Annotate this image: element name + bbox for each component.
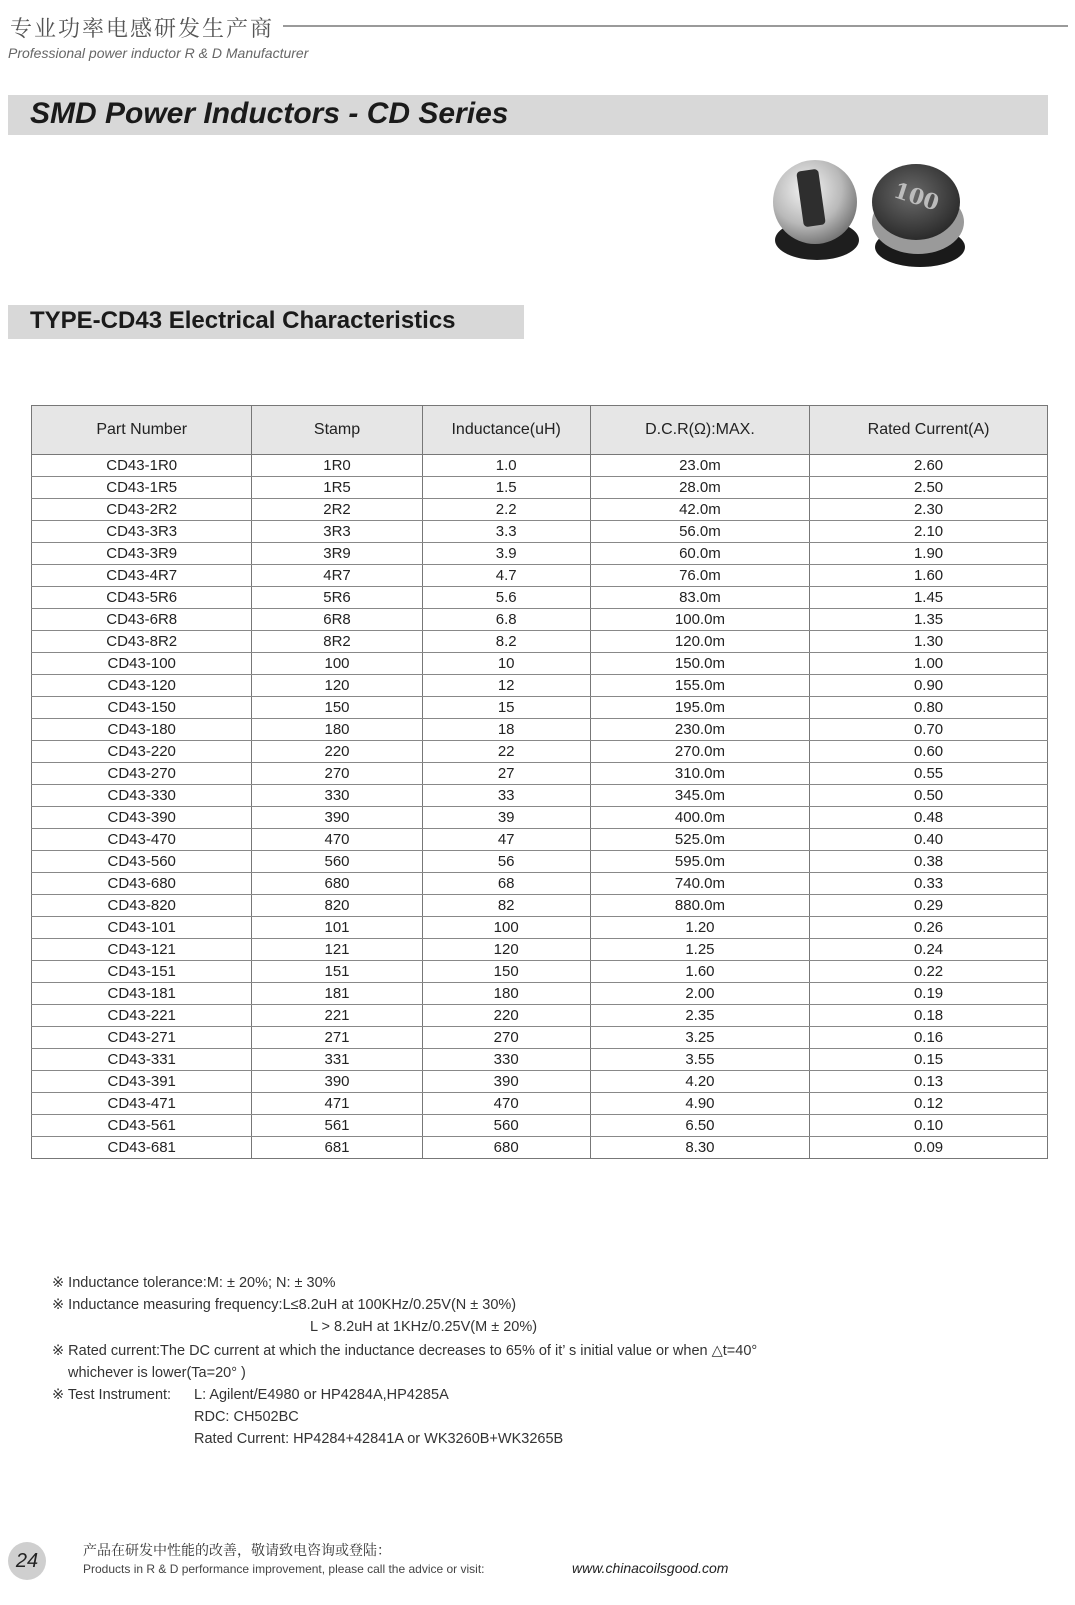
- table-row: [32, 675, 1048, 697]
- part-number-cell: CD43-150: [32, 697, 252, 719]
- note-test-instrument-label: ※ Test Instrument:: [52, 1387, 172, 1403]
- column-header-stamp: Stamp: [252, 406, 422, 455]
- rated-current-cell: 0.29: [810, 895, 1048, 917]
- inductance-cell: 1.0: [422, 455, 590, 477]
- stamp-cell: 3R3: [252, 521, 422, 543]
- note-rated-current-continued: whichever is lower(Ta=20° ): [68, 1365, 246, 1381]
- table-row: [32, 543, 1048, 565]
- rated-current-cell: 1.60: [810, 565, 1048, 587]
- part-number-cell: CD43-6R8: [32, 609, 252, 631]
- stamp-cell: 561: [252, 1115, 422, 1137]
- stamp-marking: 100: [890, 177, 943, 217]
- rated-current-cell: 0.24: [810, 939, 1048, 961]
- inductance-cell: 47: [422, 829, 590, 851]
- inductance-cell: 8.2: [422, 631, 590, 653]
- dcr-cell: 3.25: [590, 1027, 809, 1049]
- part-number-cell: CD43-101: [32, 917, 252, 939]
- stamp-cell: 271: [252, 1027, 422, 1049]
- part-number-cell: CD43-820: [32, 895, 252, 917]
- part-number-cell: CD43-4R7: [32, 565, 252, 587]
- rated-current-cell: 1.90: [810, 543, 1048, 565]
- part-number-cell: CD43-100: [32, 653, 252, 675]
- rated-current-cell: 0.09: [810, 1137, 1048, 1159]
- inductance-cell: 15: [422, 697, 590, 719]
- inductance-cell: 330: [422, 1049, 590, 1071]
- stamp-cell: 680: [252, 873, 422, 895]
- dcr-cell: 400.0m: [590, 807, 809, 829]
- dcr-cell: 270.0m: [590, 741, 809, 763]
- inductance-cell: 1.5: [422, 477, 590, 499]
- inductance-cell: 270: [422, 1027, 590, 1049]
- rated-current-cell: 1.35: [810, 609, 1048, 631]
- inductance-cell: 39: [422, 807, 590, 829]
- series-title: SMD Power Inductors - CD Series: [30, 97, 509, 130]
- table-row: [32, 1071, 1048, 1093]
- inductance-cell: 82: [422, 895, 590, 917]
- rated-current-cell: 0.10: [810, 1115, 1048, 1137]
- stamp-cell: 181: [252, 983, 422, 1005]
- inductance-cell: 68: [422, 873, 590, 895]
- inductance-cell: 12: [422, 675, 590, 697]
- rated-current-cell: 0.12: [810, 1093, 1048, 1115]
- rated-current-cell: 0.18: [810, 1005, 1048, 1027]
- inductance-cell: 2.2: [422, 499, 590, 521]
- part-number-cell: CD43-330: [32, 785, 252, 807]
- column-header-part-number: Part Number: [32, 406, 252, 455]
- rated-current-cell: 2.50: [810, 477, 1048, 499]
- part-number-cell: CD43-220: [32, 741, 252, 763]
- dcr-cell: 2.35: [590, 1005, 809, 1027]
- table-row: [32, 961, 1048, 983]
- dcr-cell: 1.60: [590, 961, 809, 983]
- stamp-cell: 1R0: [252, 455, 422, 477]
- dcr-cell: 310.0m: [590, 763, 809, 785]
- table-row: [32, 521, 1048, 543]
- inductance-cell: 18: [422, 719, 590, 741]
- stamp-cell: 390: [252, 807, 422, 829]
- inductance-cell: 220: [422, 1005, 590, 1027]
- rated-current-cell: 0.22: [810, 961, 1048, 983]
- part-number-cell: CD43-181: [32, 983, 252, 1005]
- table-body: [32, 455, 1048, 1159]
- part-number-cell: CD43-681: [32, 1137, 252, 1159]
- inductance-cell: 6.8: [422, 609, 590, 631]
- stamp-cell: 820: [252, 895, 422, 917]
- dcr-cell: 345.0m: [590, 785, 809, 807]
- inductance-cell: 27: [422, 763, 590, 785]
- table-row: [32, 499, 1048, 521]
- table-row: [32, 873, 1048, 895]
- stamp-cell: 471: [252, 1093, 422, 1115]
- part-number-cell: CD43-221: [32, 1005, 252, 1027]
- note-frequency-continued: L > 8.2uH at 1KHz/0.25V(M ± 20%): [310, 1319, 538, 1335]
- dcr-cell: 42.0m: [590, 499, 809, 521]
- rated-current-cell: 0.90: [810, 675, 1048, 697]
- stamp-cell: 101: [252, 917, 422, 939]
- stamp-cell: 1R5: [252, 477, 422, 499]
- series-title-bar: [8, 95, 1048, 135]
- table-row: [32, 719, 1048, 741]
- stamp-cell: 121: [252, 939, 422, 961]
- part-number-cell: CD43-560: [32, 851, 252, 873]
- table-row: [32, 565, 1048, 587]
- part-number-cell: CD43-180: [32, 719, 252, 741]
- stamp-cell: 2R2: [252, 499, 422, 521]
- rated-current-cell: 0.16: [810, 1027, 1048, 1049]
- table-row: [32, 1115, 1048, 1137]
- dcr-cell: 4.90: [590, 1093, 809, 1115]
- dcr-cell: 8.30: [590, 1137, 809, 1159]
- stamp-cell: 151: [252, 961, 422, 983]
- note-test-instrument-rdc: RDC: CH502BC: [194, 1409, 299, 1425]
- stamp-cell: 220: [252, 741, 422, 763]
- dcr-cell: 6.50: [590, 1115, 809, 1137]
- table-row: [32, 741, 1048, 763]
- inductance-cell: 390: [422, 1071, 590, 1093]
- part-number-cell: CD43-3R3: [32, 521, 252, 543]
- part-number-cell: CD43-270: [32, 763, 252, 785]
- table-row: [32, 631, 1048, 653]
- table-row: [32, 1027, 1048, 1049]
- dcr-cell: 76.0m: [590, 565, 809, 587]
- part-number-cell: CD43-151: [32, 961, 252, 983]
- page-number: 24: [8, 1542, 46, 1580]
- rated-current-cell: 0.48: [810, 807, 1048, 829]
- inductance-cell: 10: [422, 653, 590, 675]
- table-row: [32, 1005, 1048, 1027]
- dcr-cell: 60.0m: [590, 543, 809, 565]
- stamp-cell: 390: [252, 1071, 422, 1093]
- part-number-cell: CD43-2R2: [32, 499, 252, 521]
- inductance-cell: 150: [422, 961, 590, 983]
- part-number-cell: CD43-3R9: [32, 543, 252, 565]
- section-title-bar: [8, 305, 524, 339]
- rated-current-cell: 0.26: [810, 917, 1048, 939]
- dcr-cell: 23.0m: [590, 455, 809, 477]
- rated-current-cell: 2.60: [810, 455, 1048, 477]
- rated-current-cell: 0.55: [810, 763, 1048, 785]
- rated-current-cell: 0.80: [810, 697, 1048, 719]
- table-row: [32, 1049, 1048, 1071]
- note-test-instrument-l: L: Agilent/E4980 or HP4284A,HP4285A: [194, 1387, 449, 1403]
- inductance-cell: 56: [422, 851, 590, 873]
- inductance-cell: 3.9: [422, 543, 590, 565]
- dcr-cell: 28.0m: [590, 477, 809, 499]
- footer-website-link[interactable]: www.chinacoilsgood.com: [572, 1560, 729, 1576]
- dcr-cell: 4.20: [590, 1071, 809, 1093]
- rated-current-cell: 2.10: [810, 521, 1048, 543]
- inductance-cell: 4.7: [422, 565, 590, 587]
- rated-current-cell: 1.30: [810, 631, 1048, 653]
- part-number-cell: CD43-5R6: [32, 587, 252, 609]
- english-tagline: Professional power inductor R & D Manufacturer: [8, 45, 309, 61]
- part-number-cell: CD43-471: [32, 1093, 252, 1115]
- rated-current-cell: 0.50: [810, 785, 1048, 807]
- dcr-cell: 150.0m: [590, 653, 809, 675]
- column-header-inductance: Inductance(uH): [422, 406, 590, 455]
- dcr-cell: 3.55: [590, 1049, 809, 1071]
- rated-current-cell: 2.30: [810, 499, 1048, 521]
- dcr-cell: 100.0m: [590, 609, 809, 631]
- footer-english-note: Products in R & D performance improvement, please call the advice or visit:: [83, 1562, 485, 1576]
- dcr-cell: 1.20: [590, 917, 809, 939]
- note-rated-current: ※ Rated current:The DC current at which the inductance decreases to 65% of it’ s initial value or when △t=40°: [52, 1343, 758, 1359]
- rated-current-cell: 0.15: [810, 1049, 1048, 1071]
- table-row: [32, 785, 1048, 807]
- inductance-cell: 180: [422, 983, 590, 1005]
- table-row: [32, 917, 1048, 939]
- stamp-cell: 6R8: [252, 609, 422, 631]
- table-row: [32, 477, 1048, 499]
- part-number-cell: CD43-680: [32, 873, 252, 895]
- stamp-cell: 4R7: [252, 565, 422, 587]
- rated-current-cell: 0.40: [810, 829, 1048, 851]
- table-row: [32, 697, 1048, 719]
- stamp-cell: 150: [252, 697, 422, 719]
- footer-chinese-note: 产品在研发中性能的改善，敬请致电咨询或登陆：: [83, 1543, 391, 1559]
- rated-current-cell: 0.33: [810, 873, 1048, 895]
- inductance-cell: 22: [422, 741, 590, 763]
- dcr-cell: 1.25: [590, 939, 809, 961]
- rated-current-cell: 1.45: [810, 587, 1048, 609]
- table-row: [32, 763, 1048, 785]
- part-number-cell: CD43-390: [32, 807, 252, 829]
- chinese-tagline: 专业功率电感研发生产商: [10, 17, 275, 42]
- part-number-cell: CD43-271: [32, 1027, 252, 1049]
- table-row: [32, 939, 1048, 961]
- table-row: [32, 829, 1048, 851]
- table-row: [32, 895, 1048, 917]
- inductance-cell: 5.6: [422, 587, 590, 609]
- inductance-cell: 560: [422, 1115, 590, 1137]
- part-number-cell: CD43-391: [32, 1071, 252, 1093]
- stamp-cell: 3R9: [252, 543, 422, 565]
- stamp-cell: 331: [252, 1049, 422, 1071]
- dcr-cell: 740.0m: [590, 873, 809, 895]
- stamp-cell: 120: [252, 675, 422, 697]
- table-row: [32, 807, 1048, 829]
- dcr-cell: 120.0m: [590, 631, 809, 653]
- dcr-cell: 195.0m: [590, 697, 809, 719]
- rated-current-cell: 0.38: [810, 851, 1048, 873]
- stamp-cell: 560: [252, 851, 422, 873]
- inductance-cell: 33: [422, 785, 590, 807]
- stamp-cell: 8R2: [252, 631, 422, 653]
- stamp-cell: 221: [252, 1005, 422, 1027]
- part-number-cell: CD43-8R2: [32, 631, 252, 653]
- stamp-cell: 330: [252, 785, 422, 807]
- column-header-dcr: D.C.R(Ω):MAX.: [590, 406, 809, 455]
- dcr-cell: 230.0m: [590, 719, 809, 741]
- electrical-characteristics-table: [31, 405, 1048, 1159]
- note-test-instrument-rated: Rated Current: HP4284+42841A or WK3260B+WK3265B: [194, 1431, 564, 1447]
- dcr-cell: 595.0m: [590, 851, 809, 873]
- header-rule: [283, 25, 1068, 27]
- table-row: [32, 983, 1048, 1005]
- dcr-cell: 2.00: [590, 983, 809, 1005]
- dcr-cell: 83.0m: [590, 587, 809, 609]
- part-number-cell: CD43-470: [32, 829, 252, 851]
- inductance-cell: 100: [422, 917, 590, 939]
- column-header-rated-current: Rated Current(A): [810, 406, 1048, 455]
- stamp-cell: 681: [252, 1137, 422, 1159]
- rated-current-cell: 0.60: [810, 741, 1048, 763]
- note-frequency: ※ Inductance measuring frequency:L≤8.2uH at 100KHz/0.25V(N ± 30%): [52, 1297, 517, 1313]
- table-row: [32, 455, 1048, 477]
- stamp-cell: 470: [252, 829, 422, 851]
- part-number-cell: CD43-120: [32, 675, 252, 697]
- table-row: [32, 1137, 1048, 1159]
- part-number-cell: CD43-1R0: [32, 455, 252, 477]
- inductance-cell: 680: [422, 1137, 590, 1159]
- stamp-cell: 180: [252, 719, 422, 741]
- stamp-cell: 100: [252, 653, 422, 675]
- part-number-cell: CD43-331: [32, 1049, 252, 1071]
- table-row: [32, 1093, 1048, 1115]
- table-row: [32, 587, 1048, 609]
- dcr-cell: 880.0m: [590, 895, 809, 917]
- part-number-cell: CD43-121: [32, 939, 252, 961]
- section-title: TYPE-CD43 Electrical Characteristics: [30, 307, 456, 334]
- table-row: [32, 609, 1048, 631]
- rated-current-cell: 0.70: [810, 719, 1048, 741]
- inductance-cell: 470: [422, 1093, 590, 1115]
- inductance-cell: 120: [422, 939, 590, 961]
- part-number-cell: CD43-1R5: [32, 477, 252, 499]
- rated-current-cell: 0.19: [810, 983, 1048, 1005]
- table-row: [32, 851, 1048, 873]
- rated-current-cell: 0.13: [810, 1071, 1048, 1093]
- stamp-cell: 5R6: [252, 587, 422, 609]
- inductor-product-photo: [770, 152, 990, 277]
- table-row: [32, 653, 1048, 675]
- note-tolerance: ※ Inductance tolerance:M: ± 20%; N: ± 30%: [52, 1275, 336, 1291]
- dcr-cell: 56.0m: [590, 521, 809, 543]
- dcr-cell: 155.0m: [590, 675, 809, 697]
- dcr-cell: 525.0m: [590, 829, 809, 851]
- table-header-row: [32, 406, 1048, 455]
- part-number-cell: CD43-561: [32, 1115, 252, 1137]
- rated-current-cell: 1.00: [810, 653, 1048, 675]
- stamp-cell: 270: [252, 763, 422, 785]
- inductance-cell: 3.3: [422, 521, 590, 543]
